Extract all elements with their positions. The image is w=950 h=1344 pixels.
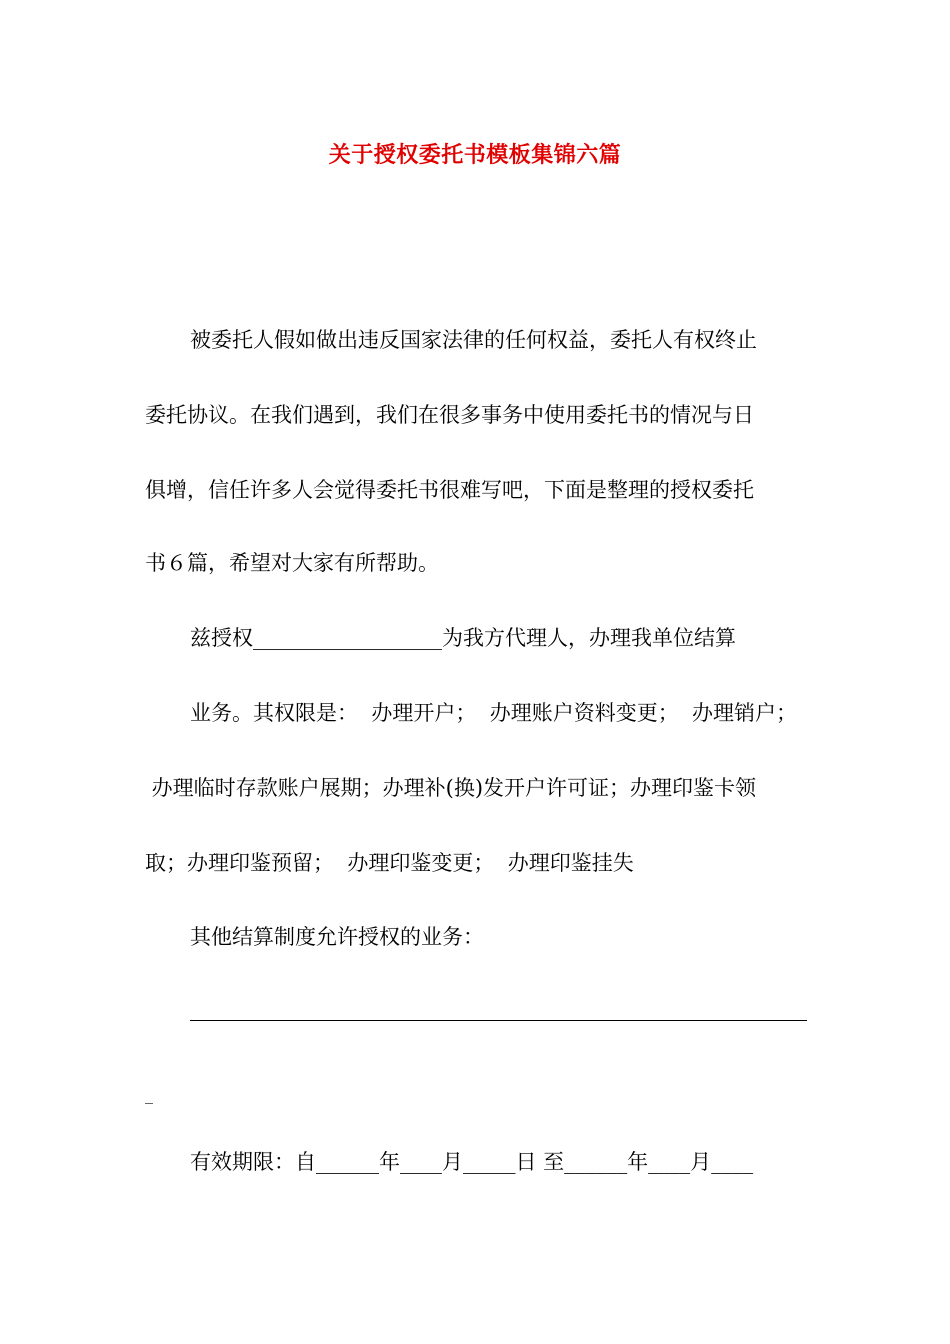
authorization-line-2: 业务。其权限是： 办理开户； 办理账户资料变更； 办理销户； — [190, 701, 798, 725]
blank-fill-line — [190, 1020, 807, 1021]
intro-line-1: 被委托人假如做出违反国家法律的任何权益，委托人有权终止 — [190, 328, 757, 352]
intro-line-2: 委托协议。在我们遇到，我们在很多事务中使用委托书的情况与日 — [145, 403, 754, 427]
authorization-line-4: 取；办理印鉴预留； 办理印鉴变更； 办理印鉴挂失 — [145, 851, 634, 875]
validity-period-line: 有效期限：自______年____月_____日 至______年____月____ — [190, 1150, 754, 1174]
intro-line-3: 俱增，信任许多人会觉得委托书很难写吧，下面是整理的授权委托 — [145, 478, 754, 502]
blank-line-continuation: _ — [145, 1085, 153, 1104]
authorization-line-3: 办理临时存款账户展期；办理补(换)发开户许可证；办理印鉴卡领 — [145, 776, 757, 800]
authorization-line-1: 兹授权__________________为我方代理人，办理我单位结算 — [190, 626, 736, 650]
other-business-label: 其他结算制度允许授权的业务： — [190, 925, 484, 949]
document-title: 关于授权委托书模板集锦六篇 — [328, 142, 622, 168]
intro-line-4: 书６篇，希望对大家有所帮助。 — [145, 551, 439, 575]
